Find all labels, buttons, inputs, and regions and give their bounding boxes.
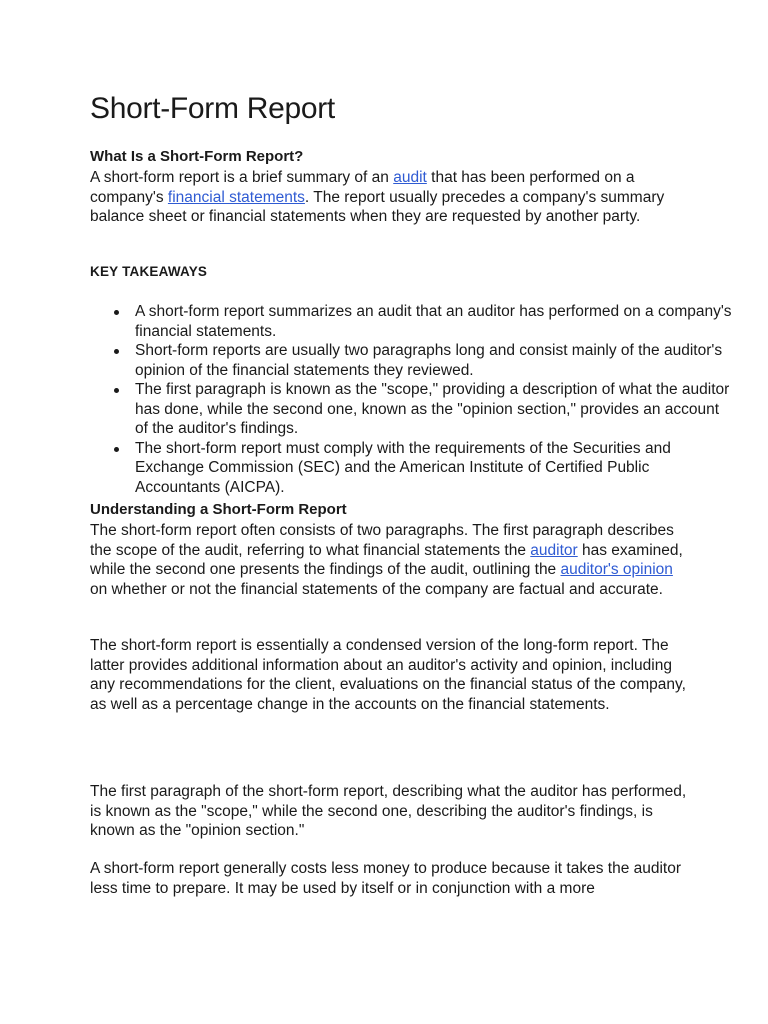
section-heading-understanding: Understanding a Short-Form Report [90, 501, 347, 518]
page-title: Short-Form Report [90, 92, 335, 125]
takeaway-text: Short-form reports are usually two paragraphs long and consist mainly of the auditor's opinion of the financial statements they reviewed. [135, 342, 723, 379]
understanding-text-1: The short-form report often consists of two paragraphs. The first paragraph describes the scope of the audit, referring to what financial statements the [90, 522, 674, 559]
intro-text-1: A short-form report is a brief summary of an [90, 169, 394, 186]
intro-paragraph [90, 168, 690, 227]
auditors-opinion-link[interactable]: auditor's opinion [560, 561, 673, 578]
takeaway-item [135, 302, 735, 341]
takeaway-item [135, 380, 735, 439]
understanding-paragraph-2: The short-form report is essentially a condensed version of the long-form report. The latter provides additional information about an auditor's activity and opinion, including any recommendations for the client, evaluations on the financial status of the company, as well as a percentage change in the accounts on the financial statements. [90, 637, 686, 713]
understanding-text-2: has examined, while the second one presents the findings of the audit, outlining the [90, 541, 683, 578]
intro-text-3: . The report usually precedes a company's summary balance sheet or financial statements when they are requested by another party. [90, 188, 665, 225]
financial-statements-link[interactable]: financial statements [167, 188, 305, 206]
understanding-paragraph-1 [90, 521, 690, 599]
section-heading-what-is: What Is a Short-Form Report? [90, 148, 304, 165]
key-takeaways-list [90, 302, 735, 497]
understanding-text-3: on whether or not the financial statements of the company are factual and accurate. [90, 580, 663, 598]
takeaway-text: A short-form report summarizes an audit that an auditor has performed on a company's financial statements. [135, 303, 732, 340]
bullet-icon [114, 349, 119, 354]
takeaway-text: The first paragraph is known as the "scope," providing a description of what the auditor has done, while the second one, known as the "opinion section," provides an account of the auditor's findings. [135, 381, 730, 437]
audit-link[interactable]: audit [393, 169, 427, 186]
intro-text-2: that has been performed on a company's [90, 169, 635, 206]
key-takeaways-label: KEY TAKEAWAYS [90, 264, 208, 279]
takeaway-item [135, 439, 735, 498]
bullet-icon [114, 447, 119, 452]
understanding-paragraph-4: A short-form report generally costs less money to produce because it takes the auditor less time to prepare. It may be used by itself or in conjunction with a more [90, 860, 682, 897]
auditor-link[interactable]: auditor [530, 541, 578, 559]
bullet-icon [114, 310, 119, 315]
takeaway-item [135, 341, 735, 380]
takeaway-text: The short-form report must comply with the requirements of the Securities and Exchange Commission (SEC) and the American Institute of Certified Public Accountants (AICPA). [135, 439, 671, 496]
bullet-icon [114, 388, 119, 393]
understanding-paragraph-3: The first paragraph of the short-form report, describing what the auditor has performed, is known as the "scope," while the second one, describing the auditor's findings, is known as the "opinion section." [90, 783, 687, 839]
